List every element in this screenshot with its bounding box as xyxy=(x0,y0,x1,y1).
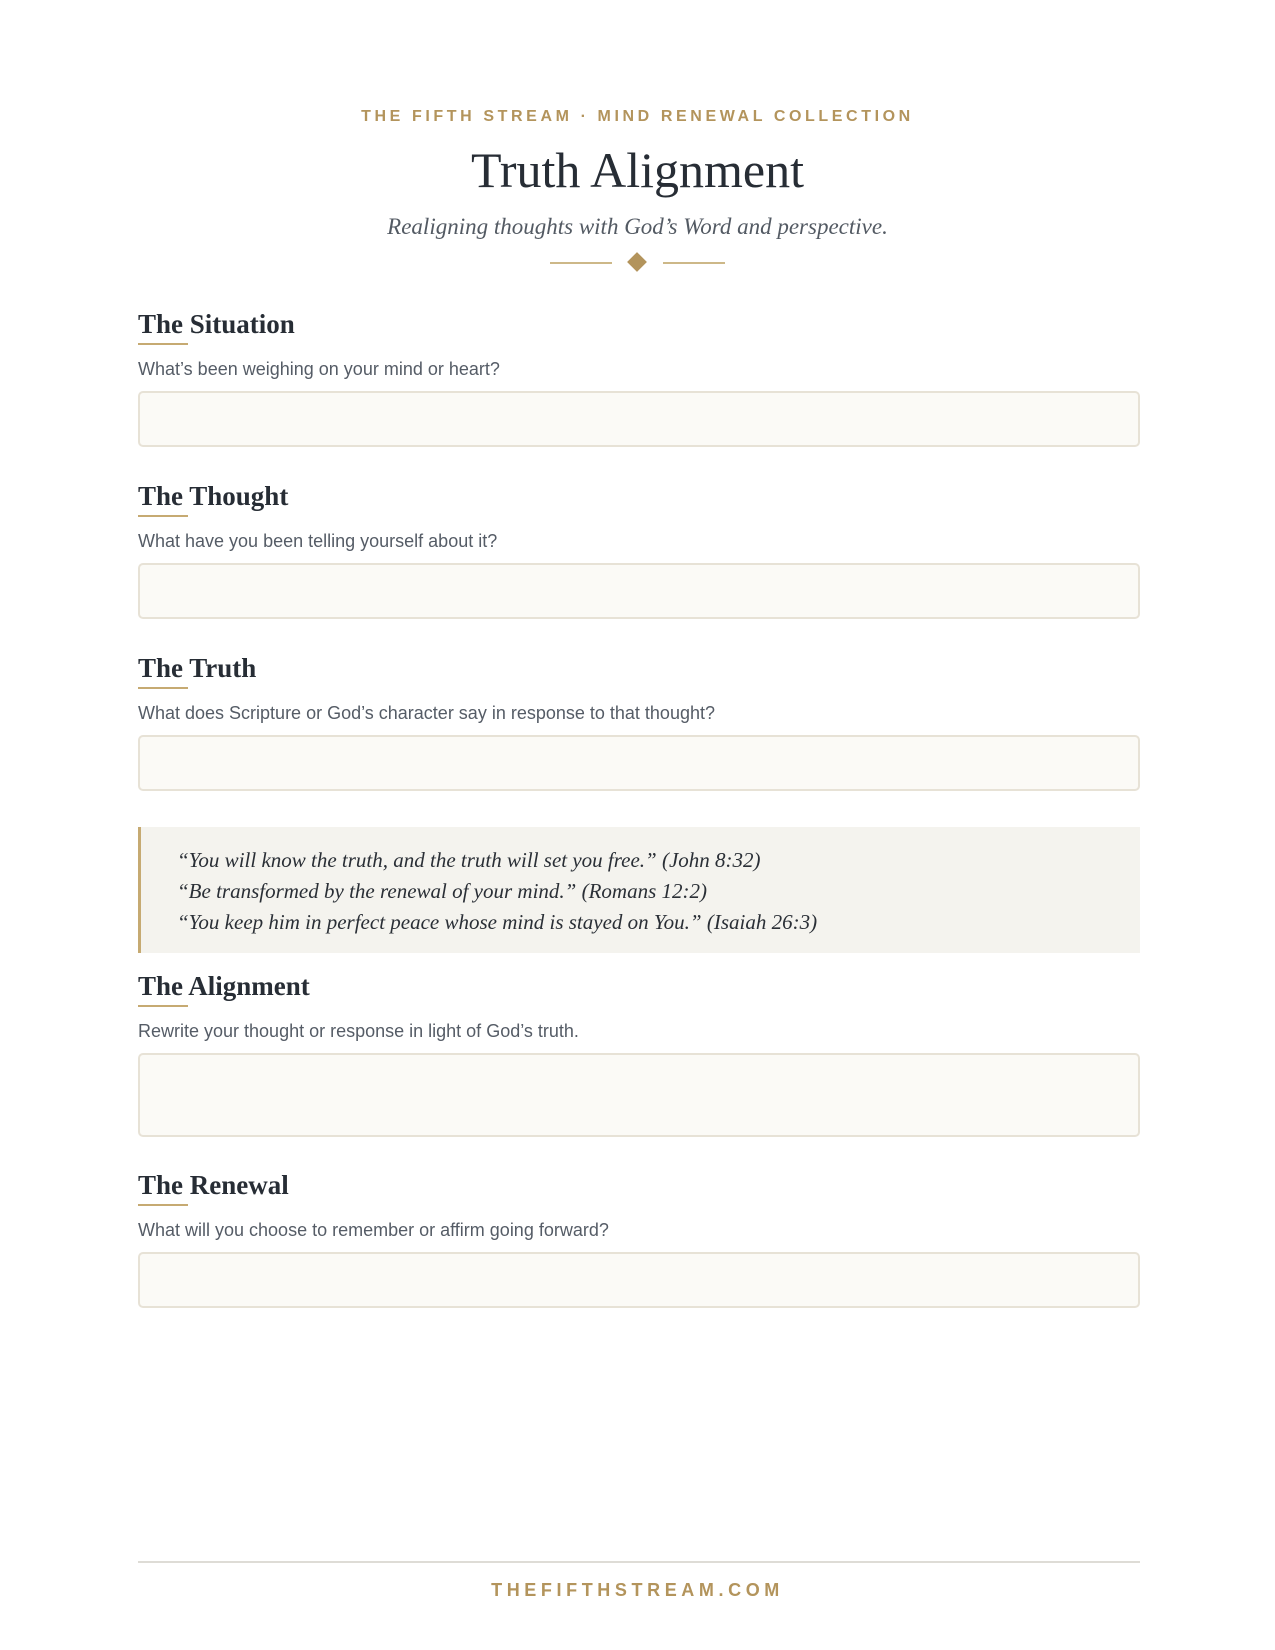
section-title-underline xyxy=(138,343,188,345)
thought-input[interactable] xyxy=(138,563,1140,619)
section-title: The Renewal xyxy=(138,1170,289,1200)
ornament-line-right xyxy=(663,262,725,264)
section-title: The Alignment xyxy=(138,971,310,1001)
renewal-input[interactable] xyxy=(138,1252,1140,1308)
footer-divider xyxy=(138,1561,1140,1563)
section-title-underline xyxy=(138,515,188,517)
collection-eyebrow: THE FIFTH STREAM · MIND RENEWAL COLLECTION xyxy=(361,108,914,125)
alignment-input[interactable] xyxy=(138,1053,1140,1137)
section-prompt: Rewrite your thought or response in light of God’s truth. xyxy=(138,1021,579,1041)
section-prompt: What have you been telling yourself about it? xyxy=(138,531,498,551)
scripture-quote: “You keep him in perfect peace whose mind is stayed on You.” (Isaiah 26:3) xyxy=(177,910,818,934)
section-truth xyxy=(138,650,1140,791)
section-thought xyxy=(138,478,1140,619)
ornament-line-left xyxy=(550,262,612,264)
scripture-quote-box xyxy=(138,827,1140,953)
diamond-icon xyxy=(627,252,647,272)
section-title-underline xyxy=(138,687,188,689)
section-renewal xyxy=(138,1167,1140,1308)
section-title: The Truth xyxy=(138,653,257,683)
page-subtitle: Realigning thoughts with God’s Word and perspective. xyxy=(387,214,888,239)
section-situation xyxy=(138,306,1140,447)
divider-ornament xyxy=(0,253,1275,273)
section-title-underline xyxy=(138,1005,188,1007)
scripture-quote: “You will know the truth, and the truth will set you free.” (John 8:32) xyxy=(177,848,761,872)
truth-input[interactable] xyxy=(138,735,1140,791)
section-title: The Situation xyxy=(138,309,295,339)
page-title: Truth Alignment xyxy=(471,142,804,198)
scripture-quote: “Be transformed by the renewal of your mind.” (Romans 12:2) xyxy=(177,879,708,903)
section-alignment xyxy=(138,968,1140,1137)
situation-input[interactable] xyxy=(138,391,1140,447)
footer-website: THEFIFTHSTREAM.COM xyxy=(491,1580,784,1600)
section-prompt: What will you choose to remember or affirm going forward? xyxy=(138,1220,609,1240)
section-prompt: What’s been weighing on your mind or heart? xyxy=(138,359,500,379)
section-title: The Thought xyxy=(138,481,289,511)
section-title-underline xyxy=(138,1204,188,1206)
section-prompt: What does Scripture or God’s character say in response to that thought? xyxy=(138,703,715,723)
